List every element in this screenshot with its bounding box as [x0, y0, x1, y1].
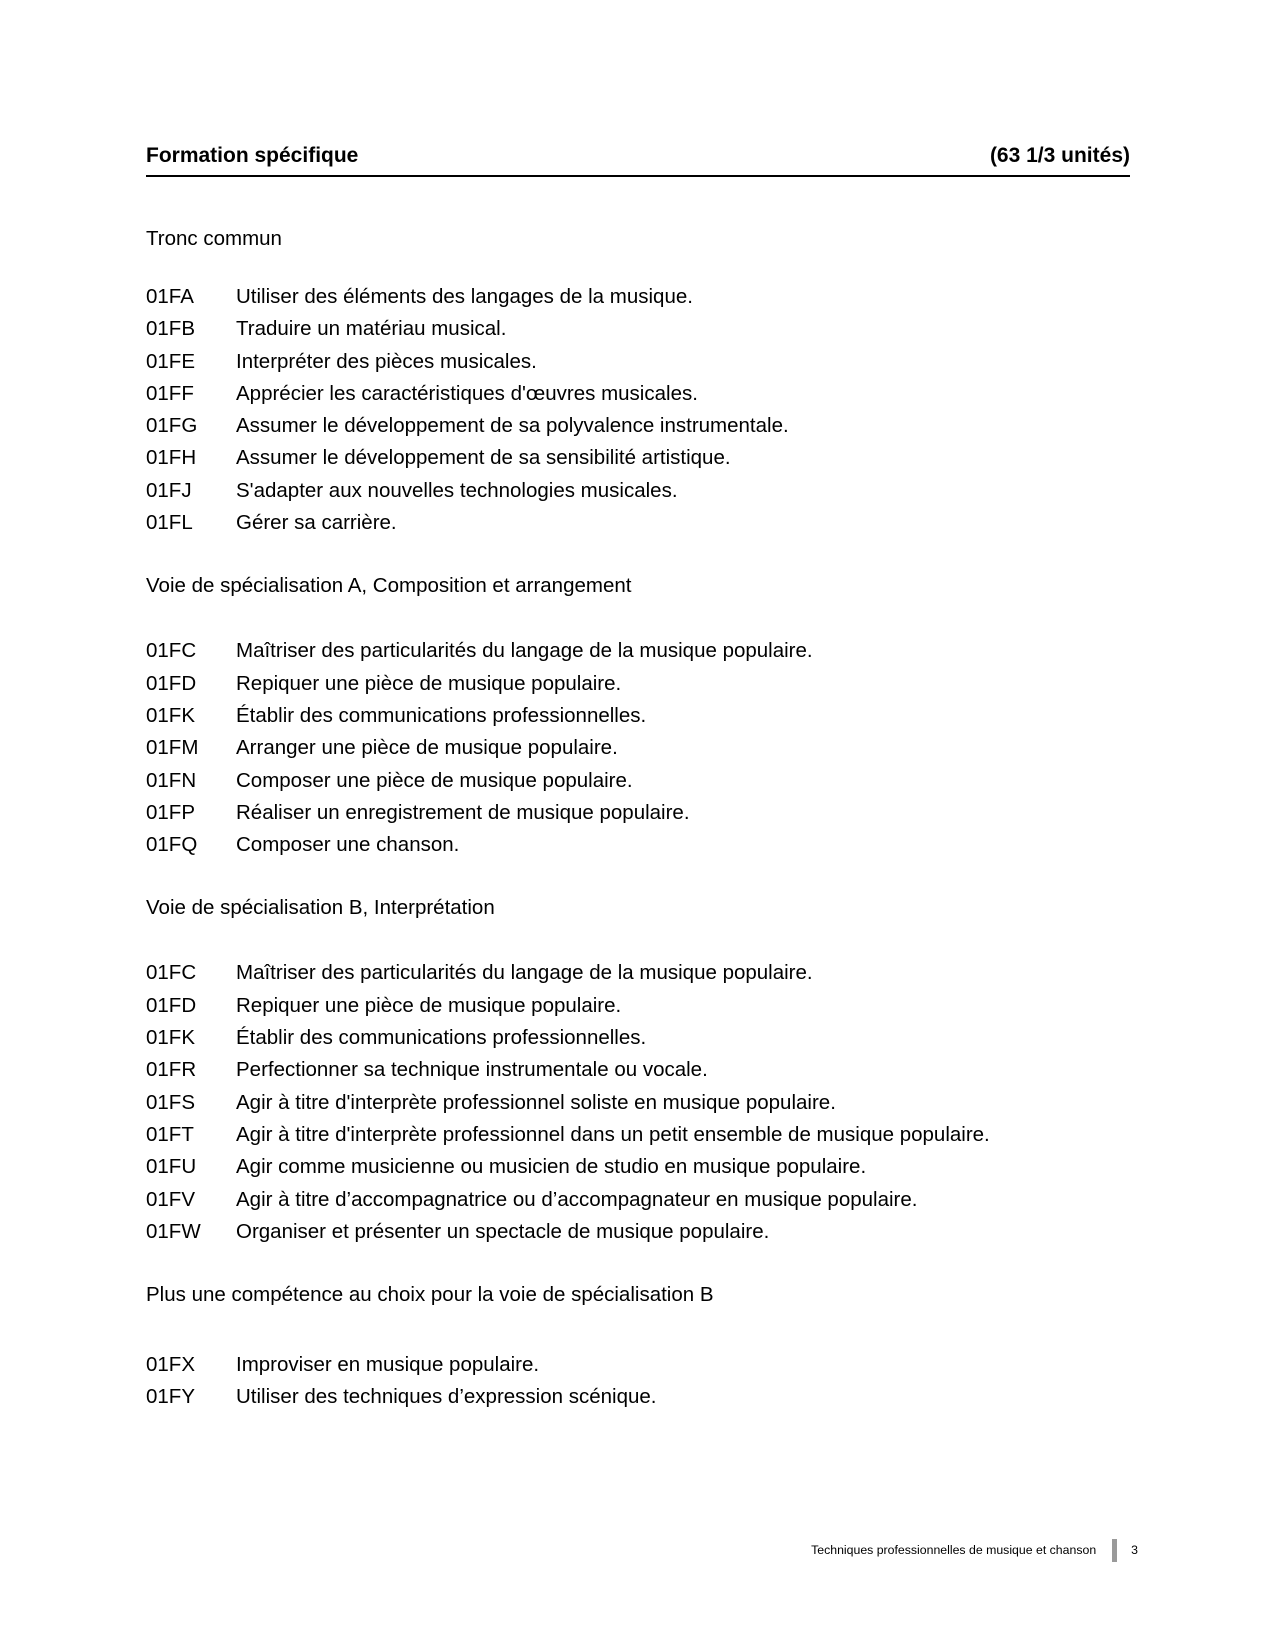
competency-row [146, 1151, 1130, 1183]
competency-row [146, 313, 1130, 345]
competency-row [146, 732, 1130, 764]
competency-code: 01FK [146, 703, 195, 727]
competency-list [146, 1349, 1130, 1414]
competency-description: Réaliser un enregistrement de musique populaire. [236, 800, 690, 824]
competency-row [146, 765, 1130, 797]
competency-code: 01FJ [146, 478, 192, 502]
competency-row [146, 668, 1130, 700]
competency-description: S'adapter aux nouvelles technologies musicales. [236, 478, 678, 502]
competency-code: 01FC [146, 639, 197, 663]
competency-row [146, 1349, 1130, 1381]
competency-code: 01FA [146, 285, 194, 308]
competency-description: Utiliser des éléments des langages de la musique. [236, 285, 693, 308]
competency-code: 01FG [146, 414, 198, 438]
section-label: Plus une compétence au choix pour la voie de spécialisation B [146, 1283, 714, 1307]
competency-code: 01FU [146, 1155, 197, 1179]
page-header [146, 144, 1130, 177]
sections-root [146, 223, 1130, 1414]
competency-description: Établir des communications professionnelles. [236, 1026, 647, 1050]
footer-page-number: 3 [1131, 1543, 1138, 1557]
competency-row [146, 1022, 1130, 1054]
competency-list [146, 635, 1130, 861]
competency-code: 01FN [146, 768, 197, 792]
competency-section [146, 892, 1130, 1248]
section-label: Tronc commun [146, 227, 282, 250]
competency-description: Repiquer une pièce de musique populaire. [236, 671, 622, 695]
competency-section [146, 570, 1130, 861]
competency-section [146, 1279, 1130, 1414]
competency-row [146, 957, 1130, 989]
competency-code: 01FS [146, 1090, 195, 1114]
competency-code: 01FL [146, 511, 193, 535]
competency-description: Utiliser des techniques d’expression scénique. [236, 1385, 657, 1409]
competency-description: Agir à titre d’accompagnatrice ou d’accompagnateur en musique populaire. [236, 1187, 918, 1211]
competency-code: 01FQ [146, 833, 198, 857]
competency-row [146, 1087, 1130, 1119]
footer-doc-title: Techniques professionnelles de musique et chanson [811, 1543, 1097, 1557]
competency-row [146, 700, 1130, 732]
competency-section [146, 223, 1130, 539]
competency-code: 01FW [146, 1219, 201, 1243]
competency-code: 01FX [146, 1353, 195, 1377]
competency-description: Perfectionner sa technique instrumentale ou vocale. [236, 1058, 708, 1082]
competency-code: 01FK [146, 1026, 195, 1050]
header-title: Formation spécifique [146, 144, 359, 167]
competency-description: Composer une chanson. [236, 833, 460, 857]
page-content [146, 0, 1130, 1414]
competency-row [146, 990, 1130, 1022]
competency-code: 01FF [146, 381, 194, 405]
competency-row [146, 1216, 1130, 1248]
competency-row [146, 507, 1130, 539]
competency-code: 01FR [146, 1058, 197, 1082]
competency-row [146, 281, 1130, 313]
competency-description: Gérer sa carrière. [236, 511, 397, 535]
footer-divider [1112, 1539, 1117, 1562]
competency-code: 01FP [146, 800, 195, 824]
competency-description: Agir à titre d'interprète professionnel soliste en musique populaire. [236, 1090, 836, 1114]
competency-description: Établir des communications professionnelles. [236, 703, 647, 727]
competency-row [146, 346, 1130, 378]
competency-row [146, 442, 1130, 474]
competency-description: Assumer le développement de sa sensibilité artistique. [236, 446, 731, 470]
competency-row [146, 635, 1130, 667]
competency-description: Agir comme musicienne ou musicien de studio en musique populaire. [236, 1155, 867, 1179]
competency-row [146, 475, 1130, 507]
competency-code: 01FD [146, 993, 197, 1017]
competency-list [146, 957, 1130, 1248]
competency-description: Traduire un matériau musical. [236, 317, 507, 341]
competency-code: 01FE [146, 349, 195, 373]
competency-description: Composer une pièce de musique populaire. [236, 768, 633, 792]
competency-row [146, 1054, 1130, 1086]
competency-description: Interpréter des pièces musicales. [236, 349, 537, 373]
competency-row [146, 1119, 1130, 1151]
competency-list [146, 281, 1130, 539]
competency-description: Organiser et présenter un spectacle de musique populaire. [236, 1219, 770, 1243]
competency-description: Assumer le développement de sa polyvalence instrumentale. [236, 414, 789, 438]
competency-description: Apprécier les caractéristiques d'œuvres musicales. [236, 381, 698, 405]
header-units: (63 1/3 unités) [989, 144, 1130, 167]
competency-description: Maîtriser des particularités du langage de la musique populaire. [236, 639, 813, 663]
competency-code: 01FH [146, 446, 197, 470]
competency-row [146, 829, 1130, 861]
competency-code: 01FT [146, 1122, 194, 1146]
competency-row [146, 797, 1130, 829]
competency-description: Improviser en musique populaire. [236, 1353, 540, 1377]
competency-code: 01FM [146, 736, 199, 760]
competency-description: Arranger une pièce de musique populaire. [236, 736, 618, 760]
section-label: Voie de spécialisation A, Composition et arrangement [146, 574, 632, 598]
competency-code: 01FY [146, 1385, 195, 1409]
competency-row [146, 378, 1130, 410]
competency-code: 01FD [146, 671, 197, 695]
competency-code: 01FC [146, 961, 197, 985]
section-label: Voie de spécialisation B, Interprétation [146, 896, 495, 920]
competency-row [146, 1184, 1130, 1216]
competency-description: Agir à titre d'interprète professionnel dans un petit ensemble de musique populaire. [236, 1122, 990, 1146]
competency-row [146, 1381, 1130, 1413]
page-footer [811, 1539, 1138, 1562]
competency-description: Maîtriser des particularités du langage de la musique populaire. [236, 961, 813, 985]
competency-description: Repiquer une pièce de musique populaire. [236, 993, 622, 1017]
competency-code: 01FB [146, 317, 195, 341]
competency-code: 01FV [146, 1187, 195, 1211]
competency-row [146, 410, 1130, 442]
